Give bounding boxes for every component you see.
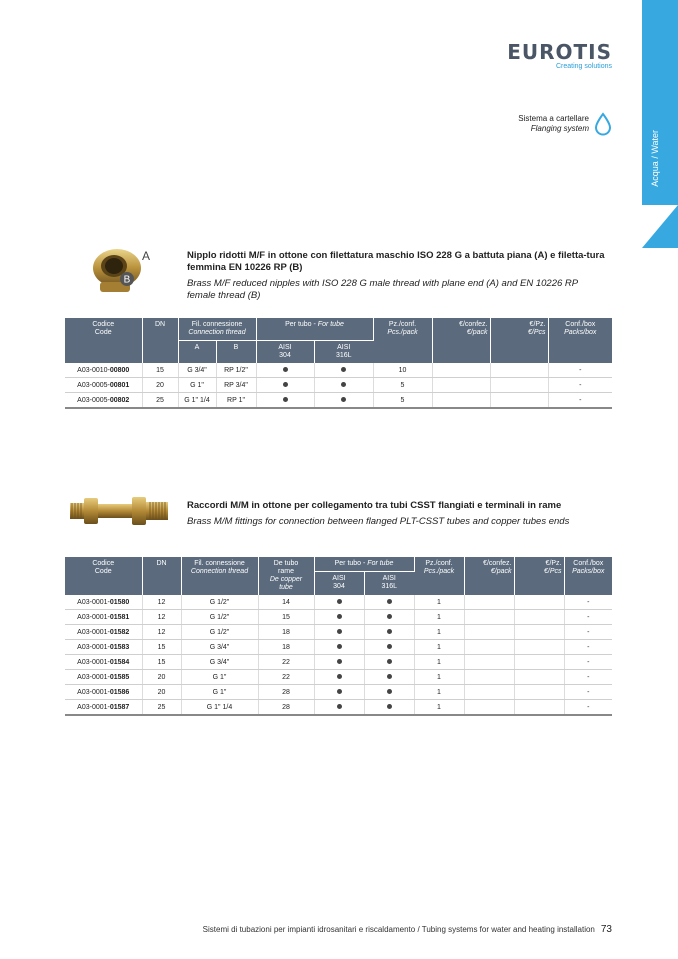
col-aisi316: AISI 316L: [364, 572, 414, 595]
copper-cell: 15: [258, 610, 314, 625]
brand-logo: [507, 42, 612, 70]
aisi316-cell: [314, 378, 373, 393]
product2-title: [187, 500, 607, 528]
table-row: [65, 700, 612, 716]
code-suffix: 01585: [109, 673, 130, 681]
col-aisi304: AISI 304: [256, 341, 314, 364]
thread-cell: G 3/4": [181, 655, 258, 670]
col-pz: Pz./conf. Pcs./pack: [414, 557, 464, 595]
thread-b-cell: RP 1/2": [216, 363, 256, 378]
availability-dot: [341, 382, 346, 387]
eur-conf-cell: [432, 393, 490, 409]
copper-cell: 18: [258, 640, 314, 655]
thread-cell: G 1": [181, 685, 258, 700]
aisi316-cell: [314, 393, 373, 409]
code-suffix: 01586: [109, 688, 130, 696]
dn-cell: 25: [142, 700, 181, 716]
table-row: [65, 655, 612, 670]
product1-title-it: Nipplo ridotti M/F in ottone con filettatura maschio ISO 228 G a battuta piana (A) e filetta-tura femmina EN 10226 RP (B): [187, 250, 605, 273]
col-tube: Per tubo - For tube: [256, 318, 373, 341]
eur-pz-cell: [514, 700, 564, 716]
aisi316-cell: [314, 363, 373, 378]
code-suffix: 01580: [109, 598, 130, 606]
availability-dot: [341, 367, 346, 372]
eur-conf-cell: [464, 610, 514, 625]
thread-b-cell: RP 3/4": [216, 378, 256, 393]
pz-cell: 10: [373, 363, 432, 378]
availability-dot: [387, 704, 392, 709]
eur-conf-cell: [464, 670, 514, 685]
eur-pz-cell: [490, 363, 548, 378]
code-cell: [65, 595, 142, 610]
box-cell: -: [564, 700, 612, 716]
eur-pz-cell: [514, 655, 564, 670]
code-prefix: A03-0001-: [77, 673, 110, 681]
aisi304-cell: [314, 625, 364, 640]
thread-cell: G 1/2": [181, 610, 258, 625]
col-copper: De tubo rame De copper tube: [258, 557, 314, 595]
code-cell: [65, 393, 142, 409]
box-cell: -: [564, 640, 612, 655]
table-row: [65, 393, 612, 409]
code-suffix: 01582: [109, 628, 130, 636]
availability-dot: [387, 599, 392, 604]
col-aisi316: AISI 316L: [314, 341, 373, 364]
code-suffix: 01583: [109, 643, 130, 651]
code-suffix: 00800: [109, 366, 130, 374]
pz-cell: 1: [414, 685, 464, 700]
pz-cell: 1: [414, 700, 464, 716]
availability-dot: [337, 674, 342, 679]
table-row: [65, 625, 612, 640]
code-cell: [65, 670, 142, 685]
eur-pz-cell: [514, 595, 564, 610]
box-cell: -: [564, 625, 612, 640]
code-cell: [65, 378, 142, 393]
pz-cell: 1: [414, 670, 464, 685]
code-prefix: A03-0001-: [77, 703, 110, 711]
code-cell: [65, 655, 142, 670]
eur-conf-cell: [464, 685, 514, 700]
aisi316-cell: [364, 640, 414, 655]
aisi304-cell: [314, 685, 364, 700]
code-suffix: 01587: [109, 703, 130, 711]
dn-cell: 15: [142, 640, 181, 655]
col-conn-a: A: [178, 341, 216, 364]
aisi316-cell: [364, 655, 414, 670]
product1-title: [187, 250, 607, 302]
pz-cell: 1: [414, 610, 464, 625]
system-label: [518, 114, 589, 134]
aisi316-cell: [364, 595, 414, 610]
eur-pz-cell: [490, 393, 548, 409]
pz-cell: 5: [373, 378, 432, 393]
dn-cell: 12: [142, 625, 181, 640]
eur-pz-cell: [514, 670, 564, 685]
aisi304-cell: [256, 393, 314, 409]
col-aisi304: AISI 304: [314, 572, 364, 595]
eur-conf-cell: [464, 625, 514, 640]
side-tab-label: Acqua / Water: [650, 130, 660, 187]
table-row: [65, 685, 612, 700]
eur-pz-cell: [514, 685, 564, 700]
availability-dot: [387, 614, 392, 619]
col-eur-pz: €/Pz. €/Pcs: [514, 557, 564, 595]
aisi304-cell: [314, 610, 364, 625]
copper-cell: 18: [258, 625, 314, 640]
thread-a-cell: G 1": [178, 378, 216, 393]
availability-dot: [283, 397, 288, 402]
code-cell: [65, 700, 142, 716]
availability-dot: [337, 599, 342, 604]
table-row: [65, 640, 612, 655]
product1-table: [65, 318, 612, 409]
code-prefix: A03-0001-: [77, 643, 110, 651]
col-code: Codice Code: [65, 318, 142, 363]
dn-cell: 20: [142, 685, 181, 700]
availability-dot: [337, 704, 342, 709]
logo-tagline: Creating solutions: [555, 63, 612, 70]
aisi304-cell: [314, 595, 364, 610]
aisi304-cell: [256, 378, 314, 393]
code-prefix: A03-0001-: [77, 688, 110, 696]
col-box: Conf./box Packs/box: [564, 557, 612, 595]
product2-title-en: Brass M/M fittings for connection between flanged PLT-CSST tubes and copper tubes ends: [187, 516, 570, 527]
col-code: Codice Code: [65, 557, 142, 595]
pz-cell: 1: [414, 595, 464, 610]
footer-text: Sistemi di tubazioni per impianti idrosanitari e riscaldamento / Tubing systems for water and heating installation: [202, 925, 595, 934]
aisi316-cell: [364, 700, 414, 716]
copper-cell: 22: [258, 655, 314, 670]
aisi304-cell: [256, 363, 314, 378]
availability-dot: [337, 659, 342, 664]
system-label-en: Flanging system: [530, 124, 589, 133]
table-row: [65, 595, 612, 610]
box-cell: -: [564, 670, 612, 685]
table-row: [65, 610, 612, 625]
eur-conf-cell: [464, 595, 514, 610]
thread-cell: G 1/2": [181, 595, 258, 610]
dn-cell: 15: [142, 655, 181, 670]
logo-name: EUROTIS: [507, 40, 612, 64]
system-label-it: Sistema a cartellare: [518, 114, 589, 123]
availability-dot: [387, 689, 392, 694]
code-suffix: 00801: [109, 381, 130, 389]
col-dn: DN: [142, 557, 181, 595]
thread-cell: G 3/4": [181, 640, 258, 655]
code-suffix: 00802: [109, 396, 130, 404]
table-row: [65, 363, 612, 378]
code-suffix: 01581: [109, 613, 130, 621]
col-eur-conf: €/confez. €/pack: [464, 557, 514, 595]
eur-conf-cell: [464, 700, 514, 716]
copper-cell: 22: [258, 670, 314, 685]
col-conn-b: B: [216, 341, 256, 364]
code-cell: [65, 685, 142, 700]
box-cell: -: [564, 685, 612, 700]
aisi304-cell: [314, 700, 364, 716]
side-tab-notch: [642, 205, 678, 248]
code-prefix: A03-0001-: [77, 658, 110, 666]
product2-title-it: Raccordi M/M in ottone per collegamento tra tubi CSST flangiati e terminali in rame: [187, 500, 562, 511]
col-eur-conf: €/confez. €/pack: [432, 318, 490, 363]
aisi304-cell: [314, 640, 364, 655]
copper-cell: 28: [258, 685, 314, 700]
water-drop-icon: [594, 112, 612, 136]
pz-cell: 5: [373, 393, 432, 409]
availability-dot: [283, 382, 288, 387]
copper-cell: 28: [258, 700, 314, 716]
eur-conf-cell: [432, 363, 490, 378]
code-prefix: A03-0005-: [77, 381, 110, 389]
aisi304-cell: [314, 655, 364, 670]
thread-b-cell: RP 1": [216, 393, 256, 409]
col-tube: Per tubo - For tube: [314, 557, 414, 572]
aisi316-cell: [364, 685, 414, 700]
pz-cell: 1: [414, 640, 464, 655]
page-footer: [203, 924, 612, 935]
fitting-image: [68, 493, 172, 529]
eur-conf-cell: [432, 378, 490, 393]
col-pz: Pz./conf. Pcs./pack: [373, 318, 432, 363]
dn-cell: 15: [142, 363, 178, 378]
availability-dot: [337, 614, 342, 619]
thread-cell: G 1/2": [181, 625, 258, 640]
box-cell: -: [564, 655, 612, 670]
page-number: 73: [600, 924, 612, 935]
thread-cell: G 1": [181, 670, 258, 685]
dn-cell: 25: [142, 393, 178, 409]
dn-cell: 12: [142, 610, 181, 625]
aisi316-cell: [364, 625, 414, 640]
code-prefix: A03-0005-: [77, 396, 110, 404]
eur-conf-cell: [464, 640, 514, 655]
reduced-nipple-image: [84, 244, 164, 300]
availability-dot: [387, 629, 392, 634]
box-cell: -: [564, 595, 612, 610]
availability-dot: [387, 674, 392, 679]
aisi316-cell: [364, 670, 414, 685]
pz-cell: 1: [414, 625, 464, 640]
aisi304-cell: [314, 670, 364, 685]
dn-cell: 12: [142, 595, 181, 610]
availability-dot: [337, 629, 342, 634]
dn-cell: 20: [142, 378, 178, 393]
pz-cell: 1: [414, 655, 464, 670]
aisi316-cell: [364, 610, 414, 625]
availability-dot: [337, 644, 342, 649]
label-a: A: [142, 249, 151, 263]
code-suffix: 01584: [109, 658, 130, 666]
table-row: [65, 670, 612, 685]
col-dn: DN: [142, 318, 178, 363]
col-conn: Fil. connessione Connection thread: [178, 318, 256, 341]
label-b: B: [123, 274, 131, 286]
box-cell: -: [564, 610, 612, 625]
eur-pz-cell: [490, 378, 548, 393]
product2-table: [65, 557, 612, 716]
box-cell: -: [548, 363, 612, 378]
availability-dot: [341, 397, 346, 402]
code-cell: [65, 610, 142, 625]
col-eur-pz: €/Pz. €/Pcs: [490, 318, 548, 363]
dn-cell: 20: [142, 670, 181, 685]
eur-pz-cell: [514, 610, 564, 625]
code-prefix: A03-0010-: [77, 366, 110, 374]
eur-pz-cell: [514, 640, 564, 655]
section-side-tab: [642, 0, 678, 248]
thread-a-cell: G 1" 1/4: [178, 393, 216, 409]
box-cell: -: [548, 378, 612, 393]
code-cell: [65, 625, 142, 640]
col-conn: Fil. connessione Connection thread: [181, 557, 258, 595]
table-row: [65, 378, 612, 393]
copper-cell: 14: [258, 595, 314, 610]
col-box: Conf./box Packs/box: [548, 318, 612, 363]
code-prefix: A03-0001-: [77, 598, 110, 606]
availability-dot: [387, 659, 392, 664]
thread-a-cell: G 3/4": [178, 363, 216, 378]
availability-dot: [337, 689, 342, 694]
box-cell: -: [548, 393, 612, 409]
code-prefix: A03-0001-: [77, 628, 110, 636]
code-cell: [65, 640, 142, 655]
availability-dot: [387, 644, 392, 649]
eur-conf-cell: [464, 655, 514, 670]
eur-pz-cell: [514, 625, 564, 640]
availability-dot: [283, 367, 288, 372]
code-cell: [65, 363, 142, 378]
product1-title-en: Brass M/F reduced nipples with ISO 228 G male thread with plane end (A) and EN 10226 RP female thread (B): [187, 278, 578, 301]
code-prefix: A03-0001-: [77, 613, 110, 621]
thread-cell: G 1" 1/4: [181, 700, 258, 716]
